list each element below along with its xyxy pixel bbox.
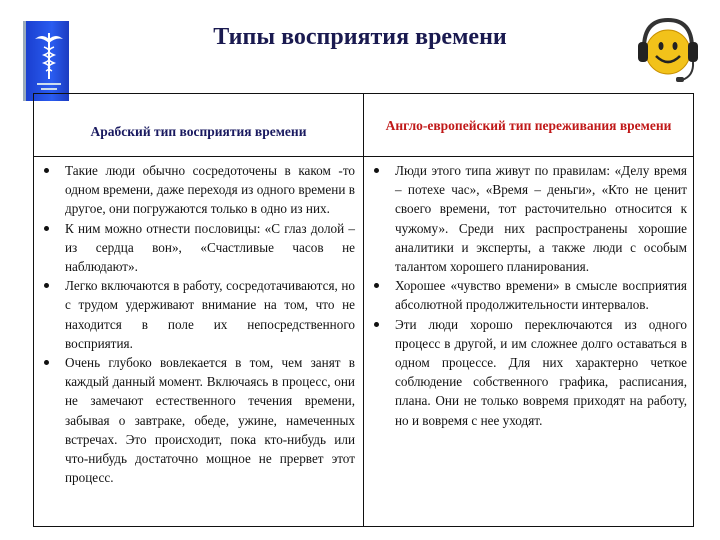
list-item: К ним можно отнести пословицы: «С глаз долой – из сердца вон», «Счастливые часов не наблюдают». <box>65 219 355 277</box>
arabic-type-list <box>34 157 363 487</box>
comparison-table <box>33 93 694 527</box>
list-item: Очень глубоко вовлекается в том, чем занят в каждый данный момент. Включаясь в процесс, они не замечают естественного течения времени, забывая о завтраке, обеде, ужине, намеченных встречах. Это происходит, пока кто-нибудь или что-нибудь достаточно мощное не прервет этот процесс. <box>65 353 355 487</box>
anglo-european-type-cell <box>364 157 694 527</box>
list-item: Эти люди хорошо переключаются из одного процесс в другой, и им сложнее долго оставаться в одном процессе. Для них характерно четкое соблюдение собственного графика, расписания, плана. Они не только вовремя приходят на работу, но и вовремя с нее уходят. <box>395 315 687 430</box>
page-title: Типы восприятия времени <box>213 24 507 50</box>
list-item: Люди этого типа живут по правилам: «Делу время – потехе час», «Время – деньги», «Кто не ценит своего времени, тот расточительно относится к чужому». Среди них распространены хорошие аналитики и эксперты, а также люди с особым талантом хорошего планирования. <box>395 161 687 276</box>
list-item: Такие люди обычно сосредоточены в каком -то одном времени, даже переходя из одного времени в другое, они погружаются только в одно из них. <box>65 161 355 219</box>
arabic-type-heading: Арабский тип восприятия времени <box>34 94 364 157</box>
anglo-european-type-list <box>364 157 693 430</box>
list-item: Легко включаются в работу, сосредотачиваются, но с трудом удерживают внимание на том, что не находится в поле их непосредственного восприятия. <box>65 276 355 353</box>
list-item: Хорошее «чувство времени» в смысле восприятия абсолютной продолжительности интервалов. <box>395 276 687 314</box>
smiley-headset-icon <box>632 14 704 86</box>
anglo-european-type-heading: Англо-европейский тип переживания времени <box>364 94 694 157</box>
arabic-type-cell <box>34 157 364 527</box>
